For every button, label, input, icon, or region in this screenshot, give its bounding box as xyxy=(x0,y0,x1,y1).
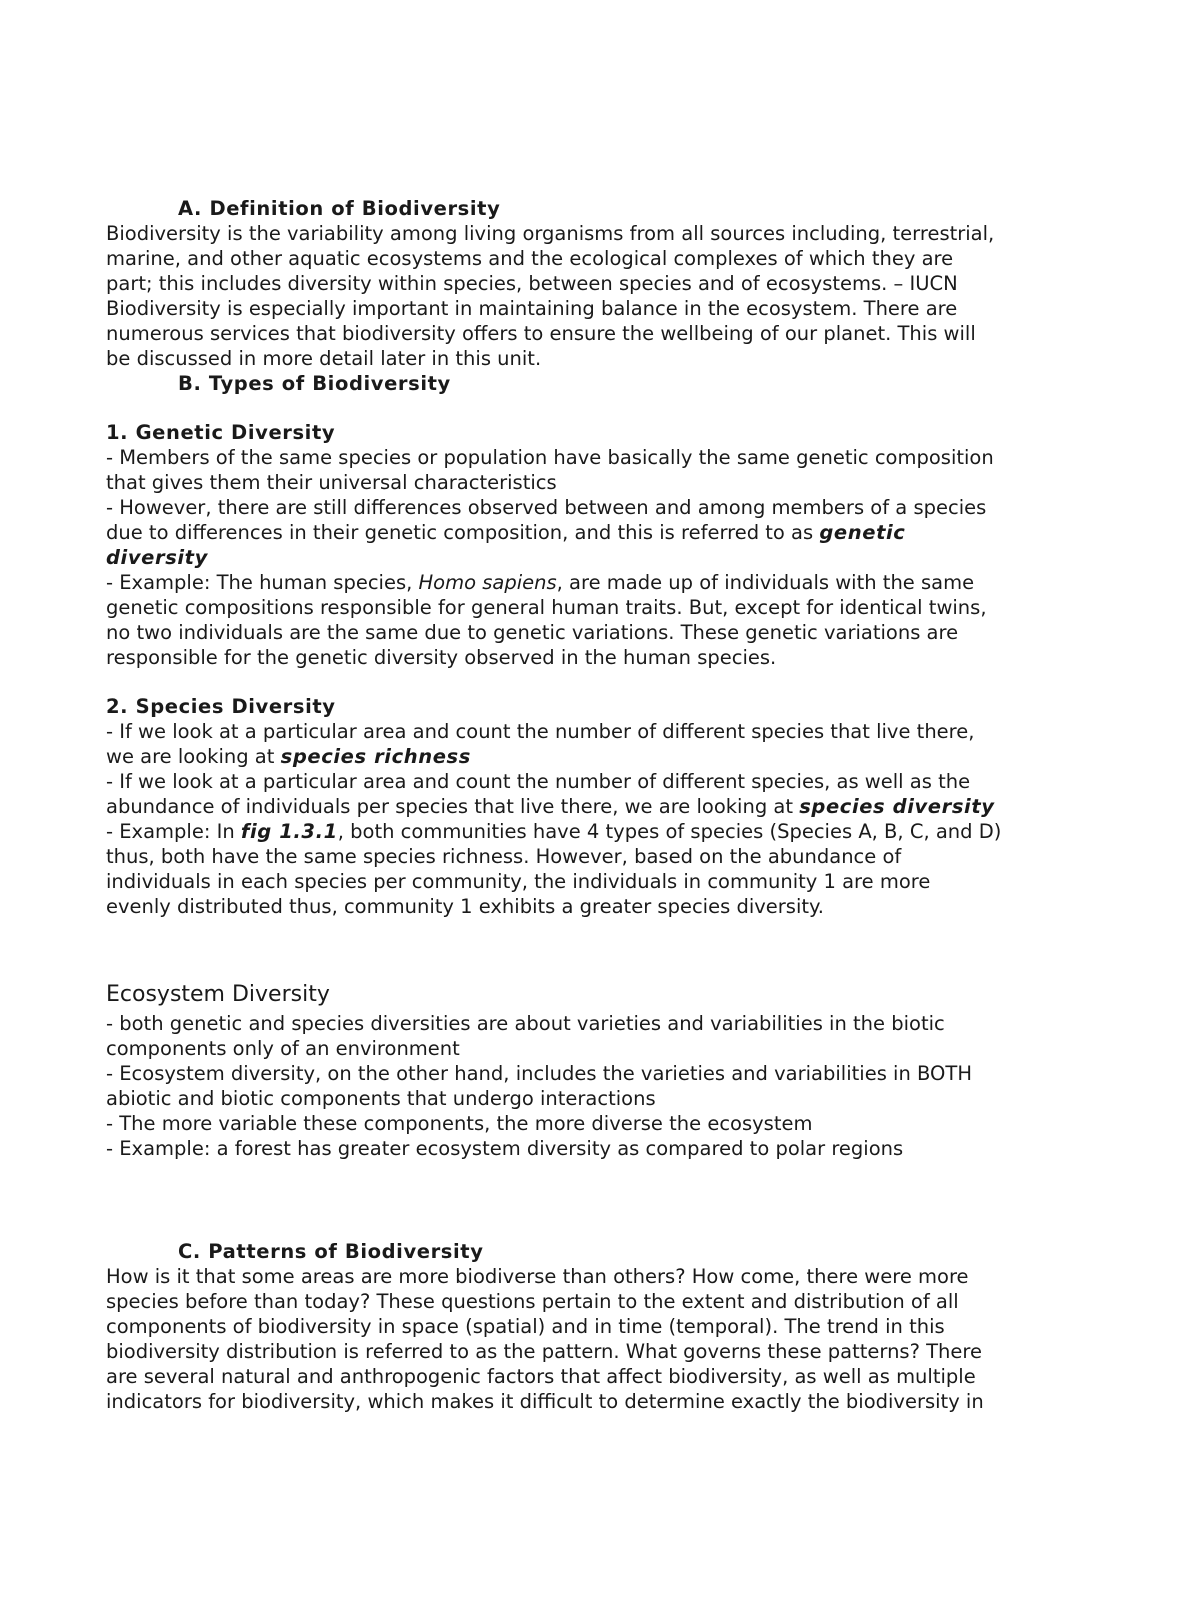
ecosystem-line: - The more variable these components, the more diverse the ecosystem xyxy=(106,1112,813,1135)
spacer xyxy=(106,919,1106,979)
species-diversity-term: species diversity xyxy=(799,795,995,818)
definition-line: numerous services that biodiversity offers to ensure the wellbeing of our planet. This will xyxy=(106,322,976,345)
species-example-line: thus, both have the same species richness. However, based on the abundance of xyxy=(106,845,902,868)
example-text: , are made up of individuals with the same xyxy=(556,571,975,594)
genetic-line-text: due to differences in their genetic composition, and this is referred to as xyxy=(106,521,820,544)
section-b-heading: B. Types of Biodiversity xyxy=(178,372,451,395)
ecosystem-line: - Example: a forest has greater ecosystem diversity as compared to polar regions xyxy=(106,1137,904,1160)
definition-line: Biodiversity is especially important in maintaining balance in the ecosystem. There are xyxy=(106,297,958,320)
genetic-line: that gives them their universal characteristics xyxy=(106,471,557,494)
species-line xyxy=(106,794,1106,819)
definition-line: part; this includes diversity within species, between species and of ecosystems. – IUCN xyxy=(106,272,958,295)
genetic-example-line: responsible for the genetic diversity observed in the human species. xyxy=(106,646,777,669)
spacer xyxy=(106,396,1106,420)
patterns-line: are several natural and anthropogenic factors that affect biodiversity, as well as multiple xyxy=(106,1365,976,1388)
species-diversity-title: 2. Species Diversity xyxy=(106,695,336,718)
section-c-heading: C. Patterns of Biodiversity xyxy=(178,1240,484,1263)
species-line: - If we look at a particular area and count the number of different species, as well as the xyxy=(106,770,971,793)
species-line-text: abundance of individuals per species that live there, we are looking at xyxy=(106,795,800,818)
ecosystem-line: - both genetic and species diversities are about varieties and variabilities in the biotic xyxy=(106,1012,945,1035)
patterns-line: How is it that some areas are more biodiverse than others? How come, there were more xyxy=(106,1265,969,1288)
genetic-term: genetic xyxy=(819,521,906,544)
definition-line: Biodiversity is the variability among living organisms from all sources including, terrestrial, xyxy=(106,222,995,245)
spacer xyxy=(106,670,1106,694)
ecosystem-line: - Ecosystem diversity, on the other hand, includes the varieties and variabilities in BOTH xyxy=(106,1062,972,1085)
ecosystem-line: components only of an environment xyxy=(106,1037,460,1060)
patterns-line: components of biodiversity in space (spatial) and in time (temporal). The trend in this xyxy=(106,1315,945,1338)
document-page xyxy=(106,196,1106,1414)
genetic-example-line: no two individuals are the same due to genetic variations. These genetic variations are xyxy=(106,621,959,644)
example-text: - Example: In xyxy=(106,820,241,843)
species-example-line: individuals in each species per community, the individuals in community 1 are more xyxy=(106,870,931,893)
genetic-line xyxy=(106,520,1106,545)
patterns-line: species before than today? These questions pertain to the extent and distribution of all xyxy=(106,1290,959,1313)
species-line: - If we look at a particular area and count the number of different species that live there, xyxy=(106,720,975,743)
patterns-line: biodiversity distribution is referred to as the pattern. What governs these patterns? There xyxy=(106,1340,982,1363)
species-line-text: we are looking at xyxy=(106,745,281,768)
species-line xyxy=(106,744,1106,769)
genetic-line: - Members of the same species or population have basically the same genetic composition xyxy=(106,446,994,469)
genetic-term-continued: diversity xyxy=(106,546,208,569)
definition-line: be discussed in more detail later in this unit. xyxy=(106,347,542,370)
genetic-example-line xyxy=(106,570,1106,595)
ecosystem-diversity-title: Ecosystem Diversity xyxy=(106,982,330,1007)
ecosystem-line: abiotic and biotic components that undergo interactions xyxy=(106,1087,656,1110)
figure-reference: fig 1.3.1 xyxy=(240,820,338,843)
species-richness-term: species richness xyxy=(280,745,471,768)
example-text: , both communities have 4 types of species (Species A, B, C, and D) xyxy=(337,820,1002,843)
genetic-diversity-title: 1. Genetic Diversity xyxy=(106,421,336,444)
species-name: Homo sapiens xyxy=(418,571,557,594)
spacer xyxy=(106,1161,1106,1215)
genetic-example-line: genetic compositions responsible for general human traits. But, except for identical twins, xyxy=(106,596,987,619)
spacer xyxy=(106,1215,1106,1239)
genetic-line: - However, there are still differences observed between and among members of a species xyxy=(106,496,987,519)
section-a-heading: A. Definition of Biodiversity xyxy=(178,197,501,220)
species-example-line xyxy=(106,819,1106,844)
species-example-line: evenly distributed thus, community 1 exhibits a greater species diversity. xyxy=(106,895,824,918)
definition-line: marine, and other aquatic ecosystems and the ecological complexes of which they are xyxy=(106,247,954,270)
patterns-line: indicators for biodiversity, which makes it difficult to determine exactly the biodiversity in xyxy=(106,1390,984,1413)
example-text: - Example: The human species, xyxy=(106,571,419,594)
